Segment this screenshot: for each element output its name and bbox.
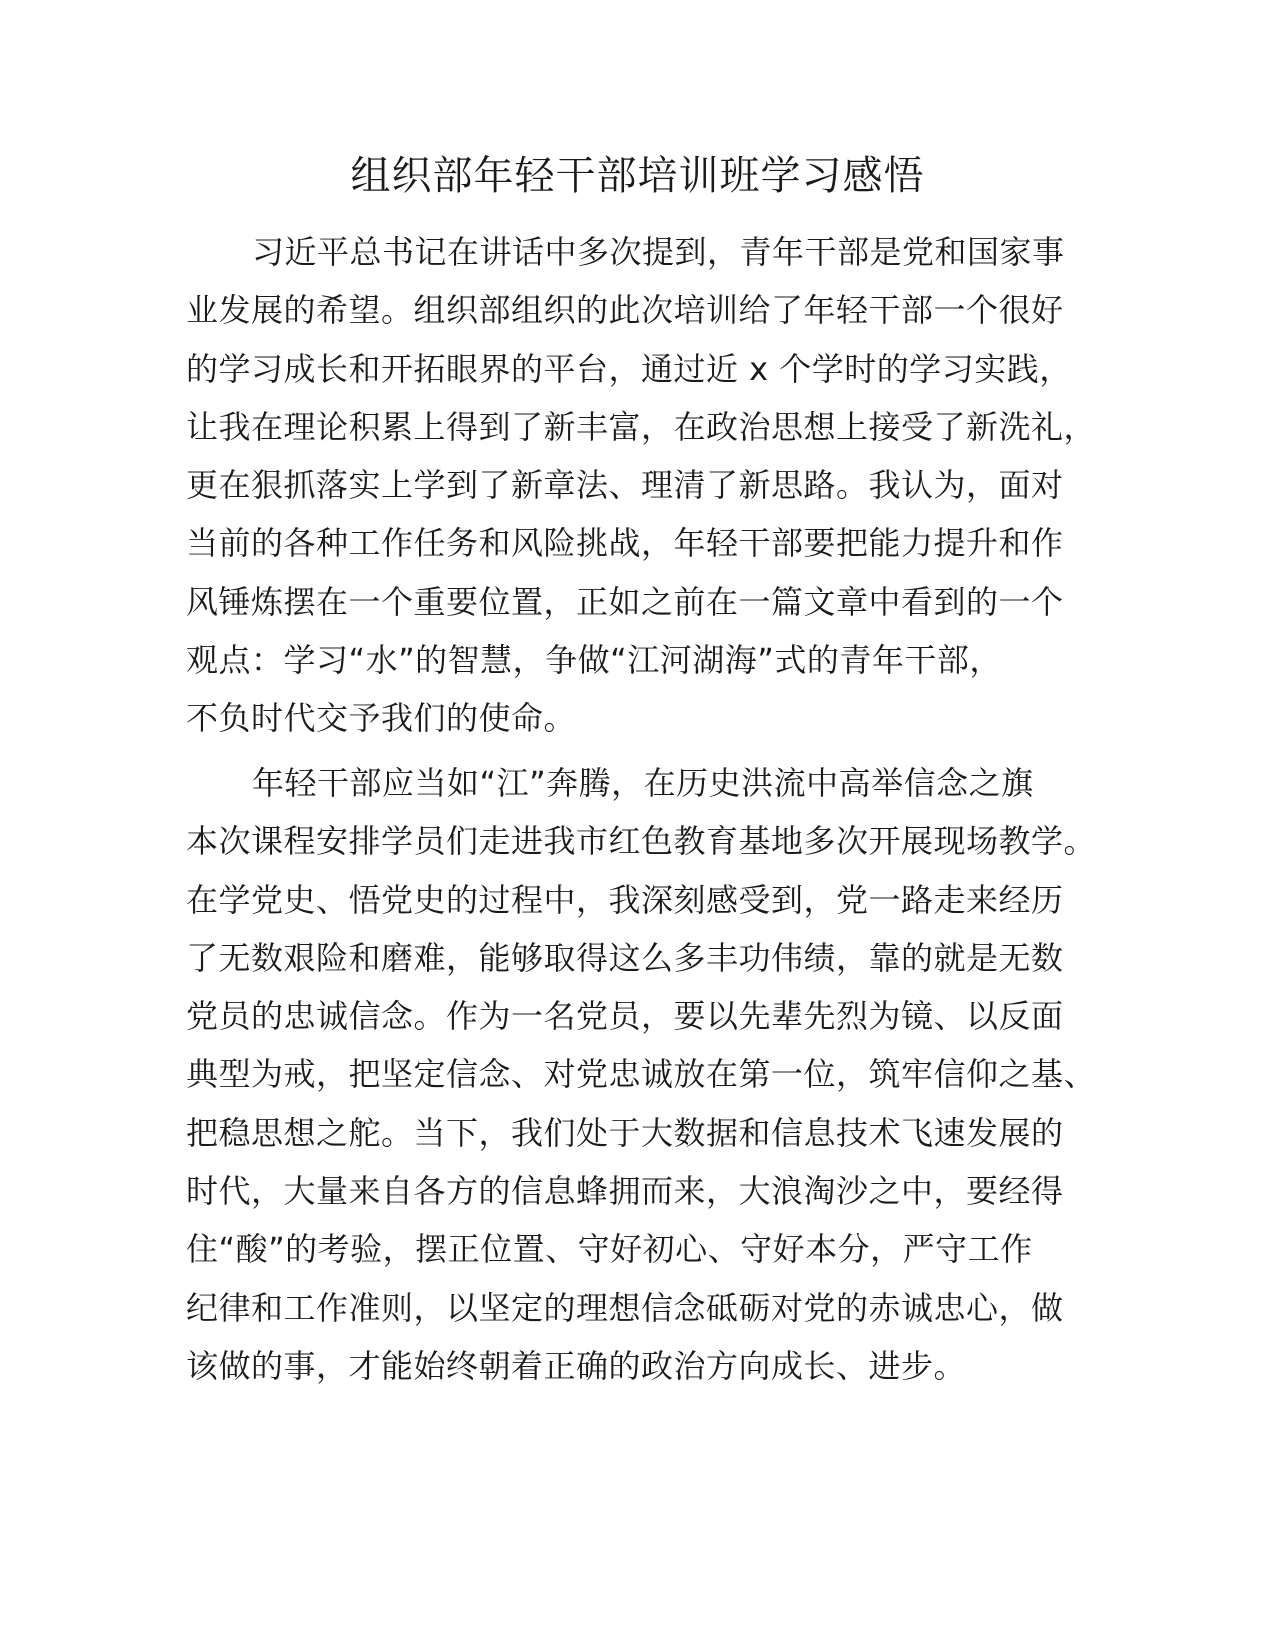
paragraph-line: 纪律和工作准则，以坚定的理想信念砥砺对党的赤诚忠心，做 bbox=[186, 1288, 1064, 1327]
paragraph-line: 本次课程安排学员们走进我市红色教育基地多次开展现场教学。 bbox=[186, 822, 1097, 861]
paragraph-line: 更在狠抓落实上学到了新章法、理清了新思路。我认为，面对 bbox=[186, 466, 1064, 505]
paragraph-line: 当前的各种工作任务和风险挑战，年轻干部要把能力提升和作 bbox=[186, 524, 1064, 563]
paragraph-line: 把稳思想之舵。当下，我们处于大数据和信息技术飞速发展的 bbox=[186, 1113, 1064, 1152]
paragraph-2 bbox=[186, 754, 1096, 1395]
document-title: 组织部年轻干部培训班学习感悟 bbox=[350, 153, 925, 199]
paragraph-line: 住“酸”的考验，摆正位置、守好初心、守好本分，严守工作 bbox=[186, 1230, 1033, 1269]
paragraph-line: 年轻干部应当如“江”奔腾，在历史洪流中高举信念之旗 bbox=[252, 764, 1034, 802]
paragraph-line: 在学党史、悟党史的过程中，我深刻感受到，党一路走来经历 bbox=[186, 880, 1064, 919]
paragraph-line: 观点：学习“水”的智慧，争做“江河湖海”式的青年干部， bbox=[186, 641, 1002, 680]
paragraph-line: 了无数艰险和磨难，能够取得这么多丰功伟绩，靠的就是无数 bbox=[186, 938, 1064, 977]
paragraph-line: 时代，大量来自各方的信息蜂拥而来，大浪淘沙之中，要经得 bbox=[186, 1172, 1064, 1211]
paragraph-line: 典型为戒，把坚定信念、对党忠诚放在第一位，筑牢信仰之基、 bbox=[186, 1055, 1097, 1094]
paragraph-line: 党员的忠诚信念。作为一名党员，要以先辈先烈为镜、以反面 bbox=[186, 997, 1064, 1036]
paragraph-line: 业发展的希望。组织部组织的此次培训给了年轻干部一个很好 bbox=[186, 291, 1064, 330]
paragraph-line: 让我在理论积累上得到了新丰富，在政治思想上接受了新洗礼， bbox=[186, 407, 1097, 446]
paragraph-line: 该做的事，才能始终朝着正确的政治方向成长、进步。 bbox=[186, 1346, 967, 1385]
paragraph-line: 不负时代交予我们的使命。 bbox=[186, 699, 577, 738]
paragraph-1 bbox=[186, 223, 1096, 748]
paragraph-line: 的学习成长和开拓眼界的平台，通过近 x 个学时的学习实践， bbox=[186, 349, 1072, 388]
paragraph-line: 习近平总书记在讲话中多次提到，青年干部是党和国家事 bbox=[252, 233, 1065, 271]
paragraph-line: 风锤炼摆在一个重要位置，正如之前在一篇文章中看到的一个 bbox=[186, 582, 1064, 621]
